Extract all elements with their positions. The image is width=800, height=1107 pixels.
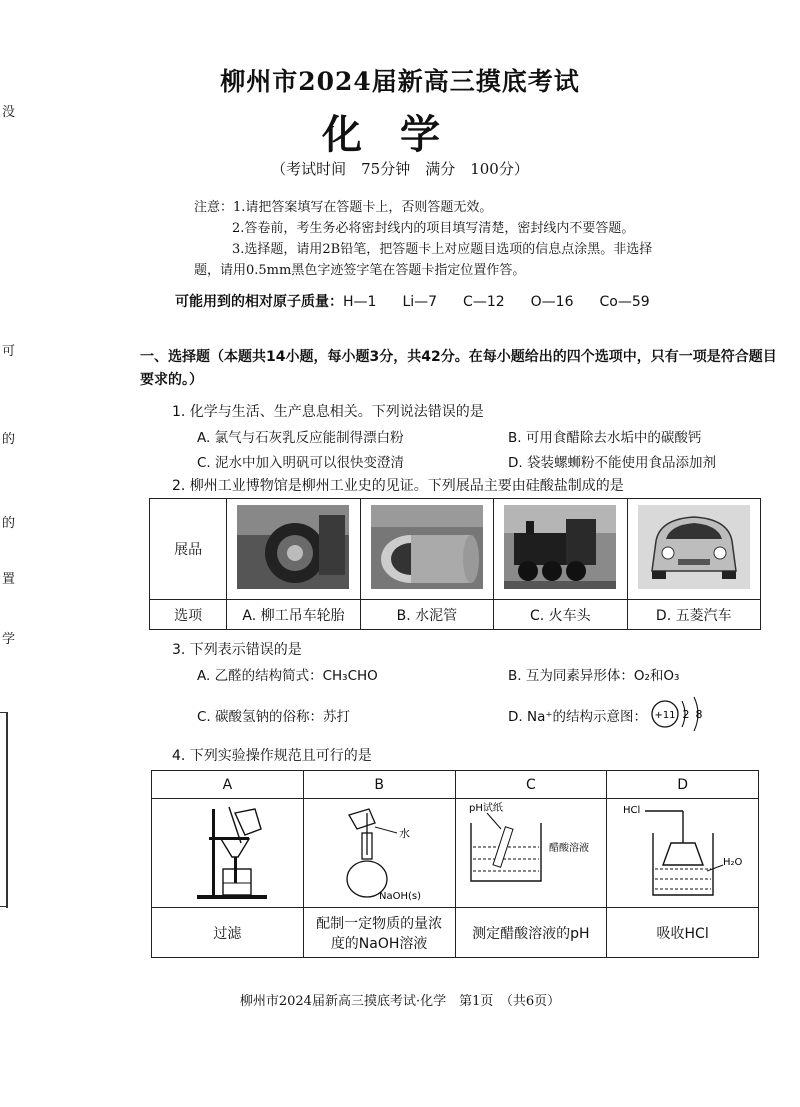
margin-char: 没 <box>2 105 16 120</box>
notice-line-1: 注意：1.请把答案填写在答题卡上，否则答题无效。 <box>194 200 493 215</box>
q4-experiment-table <box>151 770 759 958</box>
water-label: H₂O <box>722 857 743 868</box>
margin-char: 置 <box>2 572 16 587</box>
q2-photo-cell <box>360 499 493 600</box>
q4-caption-c: 测定醋酸溶液的pH <box>455 908 607 958</box>
q4-header-a: A <box>152 771 304 799</box>
q1-option-d: D. 袋装螺蛳粉不能使用食品添加剂 <box>508 455 716 471</box>
q2-option-c: C. 火车头 <box>494 600 627 630</box>
atomic-mass-item: Co—59 <box>599 294 650 310</box>
volumetric-flask-icon <box>309 799 449 903</box>
margin-char: 可 <box>2 344 16 359</box>
margin-char: 的 <box>2 516 16 531</box>
acetic-acid-label: 醋酸溶液 <box>548 843 589 854</box>
q4-stem: 4. 下列实验操作规范且可行的是 <box>172 748 372 764</box>
notice-line-4: 题，请用0.5mm黑色字迹签字笔在答题卡指定位置作答。 <box>194 263 526 278</box>
atomic-mass-item: H—1 <box>343 294 377 310</box>
binding-line <box>6 712 8 908</box>
q4-header-c: C <box>455 771 607 799</box>
subject-title: 化学 <box>322 111 478 158</box>
q2-option-d: D. 五菱汽车 <box>627 600 760 630</box>
nucleus-charge: +11 <box>654 710 676 721</box>
q4-figure-cell <box>303 799 455 908</box>
shell-electrons-2: 8 <box>695 708 703 721</box>
q2-stem: 2. 柳州工业博物馆是柳州工业史的见证。下列展品主要由硅酸盐制成的是 <box>172 478 624 494</box>
notice-line-2: 2.答卷前，考生务必将密封线内的项目填写清楚，密封线内不要答题。 <box>232 221 635 236</box>
ph-paper-label: pH试纸 <box>468 803 503 814</box>
q2-exhibit-table <box>149 498 761 630</box>
ph-test-apparatus-icon <box>461 799 601 903</box>
q4-header-b: B <box>303 771 455 799</box>
locomotive-photo-icon <box>504 505 616 589</box>
q2-row-label-exhibit: 展品 <box>150 499 227 600</box>
filtration-apparatus-icon <box>157 799 297 903</box>
q4-caption-b: 配制一定物质的量浓度的NaOH溶液 <box>303 908 455 958</box>
exam-info: （考试时间 75分钟 满分 100分） <box>271 160 529 178</box>
hcl-label: HCl <box>622 805 640 816</box>
q4-figure-cell <box>152 799 304 908</box>
atomic-mass-item: O—16 <box>530 294 574 310</box>
q4-header-d: D <box>607 771 759 799</box>
q4-caption-d: 吸收HCl <box>607 908 759 958</box>
exam-title: 柳州市2024届新高三摸底考试 <box>220 67 580 96</box>
q2-row-label-option: 选项 <box>150 600 227 630</box>
q2-photo-cell <box>227 499 360 600</box>
q3-option-a: A. 乙醛的结构简式：CH₃CHO <box>197 668 378 684</box>
q3-option-c: C. 碳酸氢钠的俗称：苏打 <box>197 709 351 725</box>
hcl-absorption-icon <box>613 799 753 903</box>
atomic-masses <box>175 291 676 311</box>
margin-char: 的 <box>2 432 16 447</box>
q4-figure-cell <box>455 799 607 908</box>
notice-line-3: 3.选择题，请用2B铅笔，把答题卡上对应题目选项的信息点涂黑。非选择 <box>232 242 653 257</box>
q2-option-b: B. 水泥管 <box>360 600 493 630</box>
q2-photo-cell <box>494 499 627 600</box>
binding-tick <box>0 712 8 713</box>
q1-option-a: A. 氯气与石灰乳反应能制得漂白粉 <box>197 430 404 446</box>
q4-figure-cell <box>607 799 759 908</box>
car-photo-icon <box>638 505 750 589</box>
page-footer: 柳州市2024届新高三摸底考试·化学 第1页 （共6页） <box>239 994 561 1009</box>
cement-pipe-photo-icon <box>371 505 483 589</box>
q1-stem: 1. 化学与生活、生产息息相关。下列说法错误的是 <box>172 404 484 420</box>
atomic-masses-label: 可能用到的相对原子质量： <box>175 294 343 310</box>
q4-caption-a: 过滤 <box>152 908 304 958</box>
binding-tick <box>0 906 8 907</box>
q3-option-b: B. 互为同素异形体：O₂和O₃ <box>508 668 680 684</box>
q2-photo-cell <box>627 499 760 600</box>
tire-photo-icon <box>237 505 349 589</box>
margin-char: 学 <box>2 632 16 647</box>
q2-option-a: A. 柳工吊车轮胎 <box>227 600 360 630</box>
section-heading: 一、选择题（本题共14小题，每小题3分，共42分。在每小题给出的四个选项中，只有一项是符合题目要求的。） <box>140 349 777 388</box>
naoh-label: NaOH(s) <box>379 891 422 902</box>
q3-option-d: D. Na⁺的结构示意图： <box>508 709 647 725</box>
atomic-mass-item: Li—7 <box>402 294 438 310</box>
shell-electrons-1: 2 <box>682 708 690 721</box>
q1-option-c: C. 泥水中加入明矾可以很快变澄清 <box>197 455 405 471</box>
q1-option-b: B. 可用食醋除去水垢中的碳酸钙 <box>508 430 702 446</box>
water-label: 水 <box>399 827 411 840</box>
sodium-ion-diagram <box>648 693 718 735</box>
q3-stem: 3. 下列表示错误的是 <box>172 642 302 658</box>
atomic-mass-item: C—12 <box>463 294 505 310</box>
